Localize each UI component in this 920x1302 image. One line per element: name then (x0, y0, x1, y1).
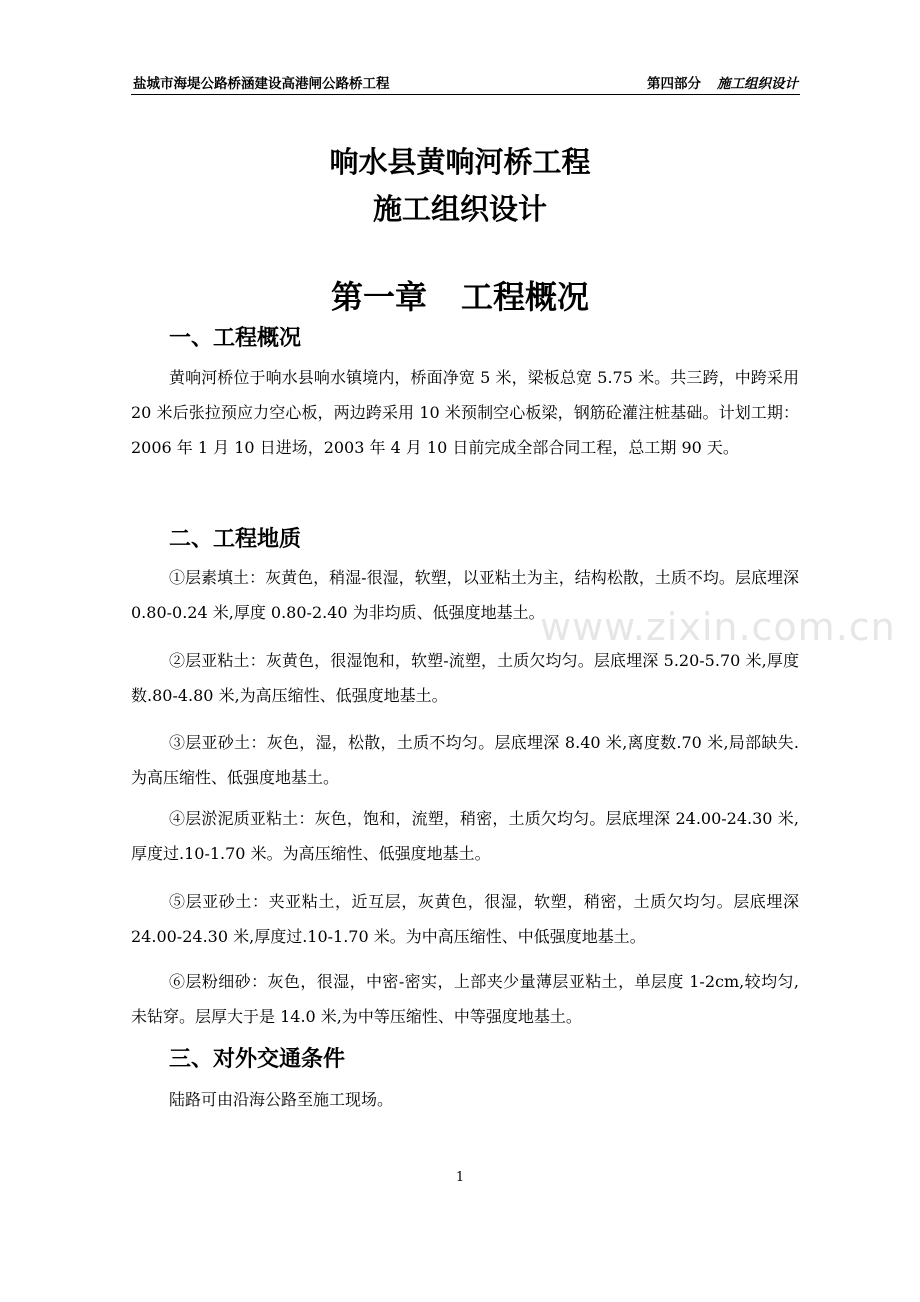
paragraph-layer-5: ⑤层亚砂土：夹亚粘土，近互层，灰黄色，很湿，软塑，稍密，土质欠均匀。层底埋深 24.00-24.30 米,厚度过.10-1.70 米。为中高压缩性、中低强度地基土。 (131, 892, 799, 946)
page-number: 1 (455, 1170, 465, 1185)
page-header (131, 66, 800, 95)
section-heading-geology: 二、工程地质 (169, 527, 302, 552)
paragraph-layer-6: ⑥层粉细砂：灰色，很湿，中密-密实，上部夹少量薄层亚粘土，单层度 1-2cm,较均匀,未钻穿。层厚大于是 14.0 米,为中等压缩性、中等强度地基土。 (131, 972, 799, 1026)
paragraph-layer-2: ②层亚粘土：灰黄色，很湿饱和，软塑-流塑，土质欠均匀。层底埋深 5.20-5.70 米,厚度数.80-4.80 米,为高压缩性、低强度地基土。 (131, 651, 799, 705)
chapter-heading (0, 272, 920, 318)
watermark: www.zixin.com.cn (540, 605, 896, 649)
paragraph-layer-3: ③层亚砂土：灰色，湿，松散，土质不均匀。层底埋深 8.40 米,离度数.70 米,局部缺失.为高压缩性、低强度地基土。 (131, 733, 799, 787)
chapter-name: 工程概况 (461, 278, 590, 316)
paragraph-overview: 黄响河桥位于响水县响水镇境内，桥面净宽 5 米，梁板总宽 5.75 米。共三跨，中跨采用 20 米后张拉预应力空心板，两边跨采用 10 米预制空心板梁，钢筋砼灌注桩基础。计划工期：2006 年 1 月 10 日进场，2003 年 4 月 10 日前完成全部合同工程，总工期 90 天。 (131, 368, 799, 457)
section-heading-transport: 三、对外交通条件 (169, 1047, 346, 1072)
chapter-number: 第一章 (330, 278, 427, 316)
header-part-title: 施工组织设计 (717, 76, 798, 92)
header-part-number: 第四部分 (647, 76, 701, 92)
paragraph-transport: 陆路可由沿海公路至施工现场。 (169, 1090, 394, 1109)
header-project-name: 盐城市海堤公路桥涵建设高港闸公路桥工程 (133, 76, 390, 92)
document-title-line-2: 施工组织设计 (372, 192, 547, 226)
section-heading-overview: 一、工程概况 (169, 326, 302, 351)
paragraph-layer-4: ④层淤泥质亚粘土：灰色，饱和，流塑，稍密，土质欠均匀。层底埋深 24.00-24.30 米,厚度过.10-1.70 米。为高压缩性、低强度地基土。 (131, 809, 799, 863)
header-part (647, 72, 798, 92)
document-title-line-1: 响水县黄响河桥工程 (329, 145, 591, 179)
paragraph-layer-1: ①层素填土：灰黄色，稍湿-很湿，软塑，以亚粘土为主，结构松散，土质不均。层底埋深 0.80-0.24 米,厚度 0.80-2.40 为非均质、低强度地基土。 (131, 568, 799, 622)
